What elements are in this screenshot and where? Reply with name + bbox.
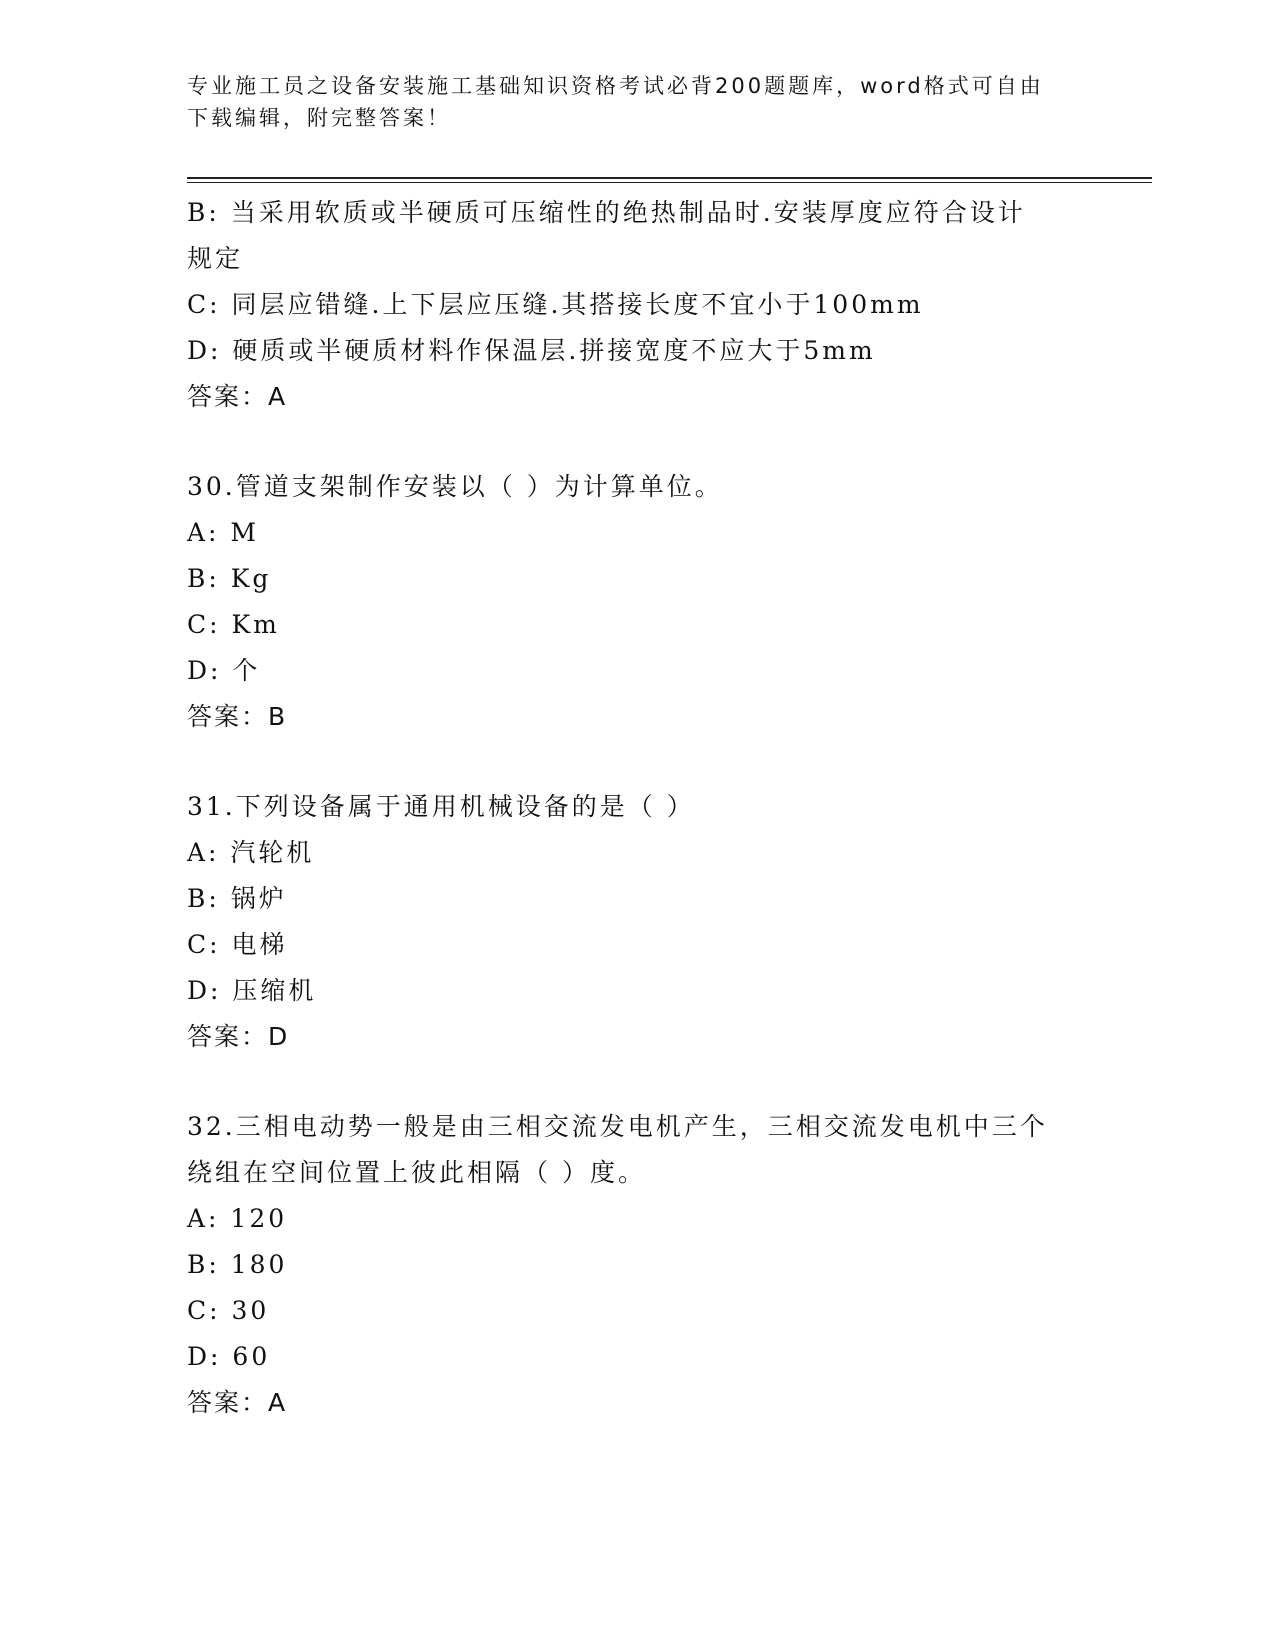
question-31: [187, 784, 1107, 1060]
option-d: D: 60: [187, 1342, 271, 1371]
question-32: [187, 1104, 1107, 1426]
document-header: [187, 70, 1087, 134]
option-c: C: 电梯: [187, 930, 288, 959]
option-d: D: 个: [187, 656, 261, 685]
option-c: C: 30: [187, 1296, 270, 1325]
question-stem: 30.管道支架制作安装以（ ）为计算单位。: [187, 472, 723, 501]
header-divider-thick: [187, 177, 1152, 179]
header-line-1: 专业施工员之设备安装施工基础知识资格考试必背200题题库，word格式可自由: [187, 74, 1044, 98]
answer: 答案：A: [187, 1388, 288, 1417]
spacer: [187, 1060, 1107, 1104]
option-c: C: Km: [187, 610, 280, 639]
header-divider-thin: [187, 182, 1152, 183]
option-b-continued: 规定: [187, 244, 244, 273]
option-b: B: 180: [187, 1250, 288, 1279]
spacer: [187, 740, 1107, 784]
question-30: [187, 464, 1107, 740]
spacer: [187, 420, 1107, 464]
option-d: D: 硬质或半硬质材料作保温层.拼接宽度不应大于5mm: [187, 336, 876, 365]
option-b: B: Kg: [187, 564, 272, 593]
question-stem: 31.下列设备属于通用机械设备的是（ ）: [187, 792, 695, 821]
option-a: A: 120: [187, 1204, 288, 1233]
answer: 答案：B: [187, 702, 288, 731]
question-stem: 32.三相电动势一般是由三相交流发电机产生，三相交流发电机中三个: [187, 1112, 1048, 1141]
question-29-continuation: [187, 190, 1107, 420]
header-line-2: 下载编辑，附完整答案！: [187, 106, 451, 130]
option-c: C: 同层应错缝.上下层应压缝.其搭接长度不宜小于100mm: [187, 290, 924, 319]
question-list: [187, 190, 1107, 1426]
option-b: B: 锅炉: [187, 884, 287, 913]
option-b: B: 当采用软质或半硬质可压缩性的绝热制品时.安装厚度应符合设计: [187, 198, 1026, 227]
option-a: A: 汽轮机: [187, 838, 315, 867]
option-d: D: 压缩机: [187, 976, 317, 1005]
answer: 答案：A: [187, 382, 288, 411]
option-a: A: M: [187, 518, 260, 547]
question-stem-continued: 绕组在空间位置上彼此相隔（ ）度。: [187, 1158, 646, 1187]
answer: 答案：D: [187, 1022, 290, 1051]
